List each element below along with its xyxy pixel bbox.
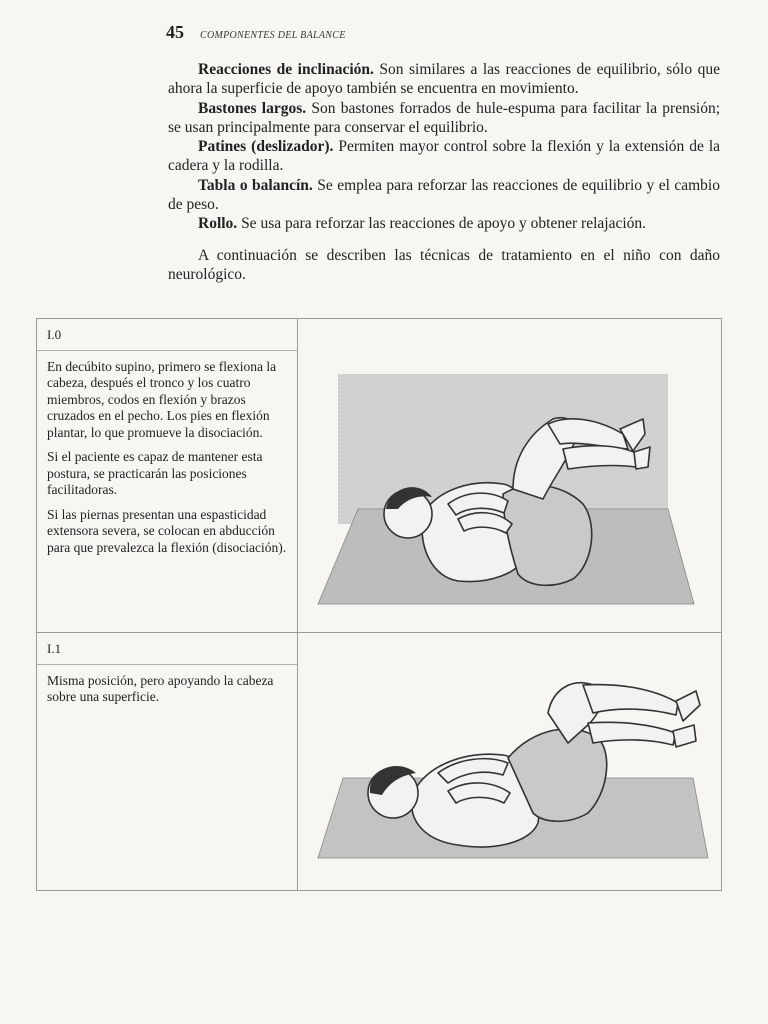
paragraph-tabla (168, 176, 720, 215)
technique-code: I.1 (37, 641, 297, 665)
technique-illustration-i0 (298, 319, 722, 633)
supine-flexion-illustration (298, 319, 721, 631)
supported-head-illustration (298, 633, 721, 889)
text-tabla: Se emplea para reforzar las reacciones de equilibrio y el cambio de peso. (168, 176, 720, 214)
term-bastones: Bastones largos. (198, 99, 307, 117)
technique-paragraph: En decúbito supino, primero se flexiona la cabeza, después el tronco y los cuatro miembros, codos en flexión y brazos cruzados en el pecho. Los pies en flexión plantar, lo que promueve la disociación. (47, 358, 277, 440)
running-head: COMPONENTES DEL BALANCE (200, 30, 346, 41)
leg-shape (563, 446, 638, 469)
foot-shape (676, 691, 700, 721)
text-patines: Permiten mayor control sobre la flexión y la extensión de la cadera y la rodilla. (168, 138, 720, 175)
technique-description-i0 (37, 319, 298, 633)
technique-paragraph: Misma posición, pero apoyando la cabeza sobre una superficie. (47, 672, 274, 704)
foot-shape (673, 725, 696, 747)
intro-paragraph: A continuación se describen las técnicas de tratamiento en el niño con daño neurológico. (168, 246, 720, 283)
body-text (168, 60, 720, 284)
paragraph-rollo (168, 214, 720, 233)
page-header (166, 22, 346, 46)
page-number: 45 (166, 22, 184, 42)
technique-description-i1 (37, 633, 298, 891)
paragraph-bastones (168, 99, 720, 138)
shorts-shape (503, 485, 592, 585)
text-bastones: Son bastones forrados de hule-espuma para facilitar la prensión; se usan principalmente para conservar el equilibrio. (168, 99, 720, 136)
text-rollo: Se usa para reforzar las reacciones de apoyo y obtener relajación. (237, 215, 647, 233)
technique-paragraph: Si el paciente es capaz de mantener esta postura, se practicarán las posiciones facilitadoras. (47, 449, 263, 497)
technique-code: I.0 (37, 327, 297, 351)
leg-shape (583, 685, 678, 715)
technique-row-i0 (37, 319, 722, 633)
technique-illustration-i1 (298, 633, 722, 891)
technique-row-i1 (37, 633, 722, 891)
paragraph-inclinacion (168, 60, 720, 99)
text-inclinacion: Son similares a las reacciones de equilibrio, sólo que ahora la superficie de apoyo también se encuentra en movimiento. (168, 61, 720, 98)
leg-shape (588, 722, 676, 745)
term-inclinacion: Reacciones de inclinación. (198, 61, 374, 78)
term-rollo: Rollo. (198, 215, 238, 233)
term-tabla: Tabla o balancín. (198, 176, 313, 194)
technique-table (36, 318, 722, 891)
paragraph-patines (168, 137, 720, 176)
term-patines: Patines (deslizador). (198, 138, 334, 156)
technique-paragraph: Si las piernas presentan una espasticidad extensora severa, se colocan en abducción para que prevalezca la flexión (disociación). (47, 506, 287, 555)
